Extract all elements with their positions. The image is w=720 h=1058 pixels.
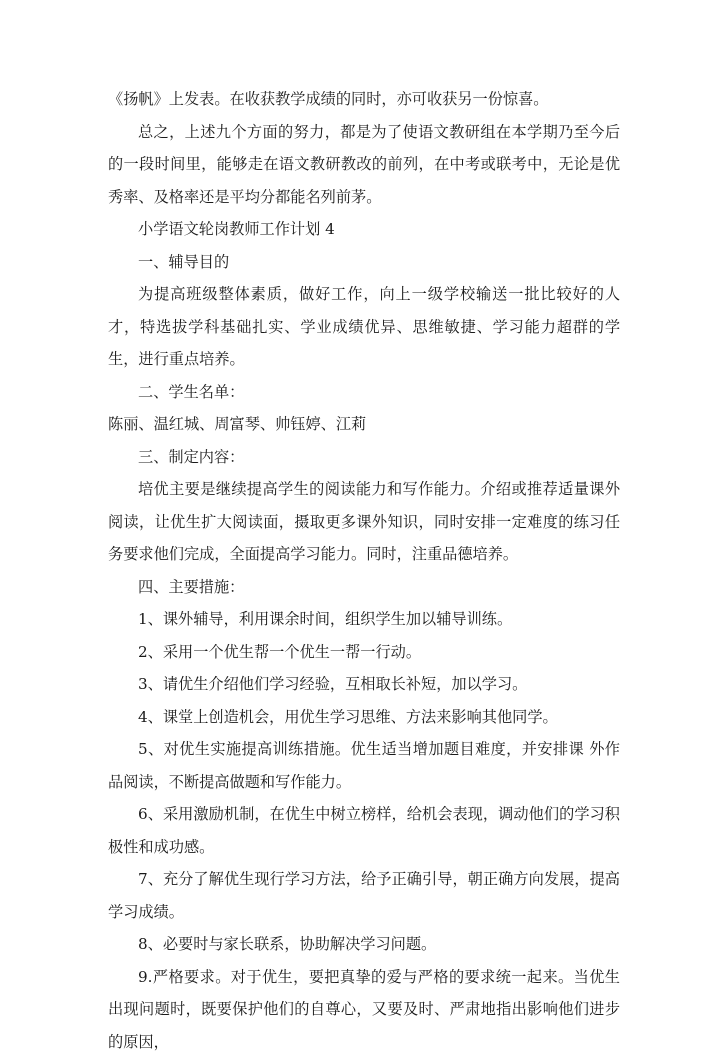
paragraph: 小学语文轮岗教师工作计划 4 (108, 213, 620, 246)
paragraph: 4、课堂上创造机会，用优生学习思维、方法来影响其他同学。 (108, 701, 620, 734)
paragraph: 为提高班级整体素质，做好工作，向上一级学校输送一批比较好的人才，特选拔学科基础扎实、学业成绩优异、思维敏捷、学习能力超群的学生，进行重点培养。 (108, 278, 620, 376)
paragraph: 二、学生名单： (108, 376, 620, 409)
paragraph: 培优主要是继续提高学生的阅读能力和写作能力。介绍或推荐适量课外阅读，让优生扩大阅读面，摄取更多课外知识，同时安排一定难度的练习任务要求他们完成，全面提高学习能力。同时，注重品德培养。 (108, 473, 620, 571)
paragraph: 一、辅导目的 (108, 246, 620, 279)
paragraph: 1、课外辅导，利用课余时间，组织学生加以辅导训练。 (108, 603, 620, 636)
paragraph: 四、主要措施： (108, 571, 620, 604)
paragraph: 陈丽、温红城、周富琴、帅钰婷、江莉 (108, 408, 620, 441)
paragraph: 5、对优生实施提高训练措施。优生适当增加题目难度，并安排课 外作品阅读，不断提高做题和写作能力。 (108, 733, 620, 798)
paragraph: 2、采用一个优生帮一个优生一帮一行动。 (108, 636, 620, 669)
paragraph: 总之，上述九个方面的努力，都是为了使语文教研组在本学期乃至今后的一段时间里，能够走在语文教研教改的前列，在中考或联考中，无论是优秀率、及格率还是平均分都能名列前茅。 (108, 116, 620, 214)
paragraph: 7、充分了解优生现行学习方法，给予正确引导，朝正确方向发展，提高学习成绩。 (108, 863, 620, 928)
paragraph: 《扬帆》上发表。在收获教学成绩的同时，亦可收获另一份惊喜。 (108, 83, 620, 116)
paragraph: 8、必要时与家长联系，协助解决学习问题。 (108, 928, 620, 961)
paragraph: 3、请优生介绍他们学习经验，互相取长补短，加以学习。 (108, 668, 620, 701)
paragraph: 三、制定内容： (108, 441, 620, 474)
paragraph: 6、采用激励机制，在优生中树立榜样，给机会表现，调动他们的学习积极性和成功感。 (108, 798, 620, 863)
document-body (108, 83, 620, 1058)
paragraph: 9.严格要求。对于优生，要把真挚的爱与严格的要求统一起来。当优生出现问题时，既要保护他们的自尊心，又要及时、严肃地指出影响他们进步的原因， (108, 961, 620, 1058)
